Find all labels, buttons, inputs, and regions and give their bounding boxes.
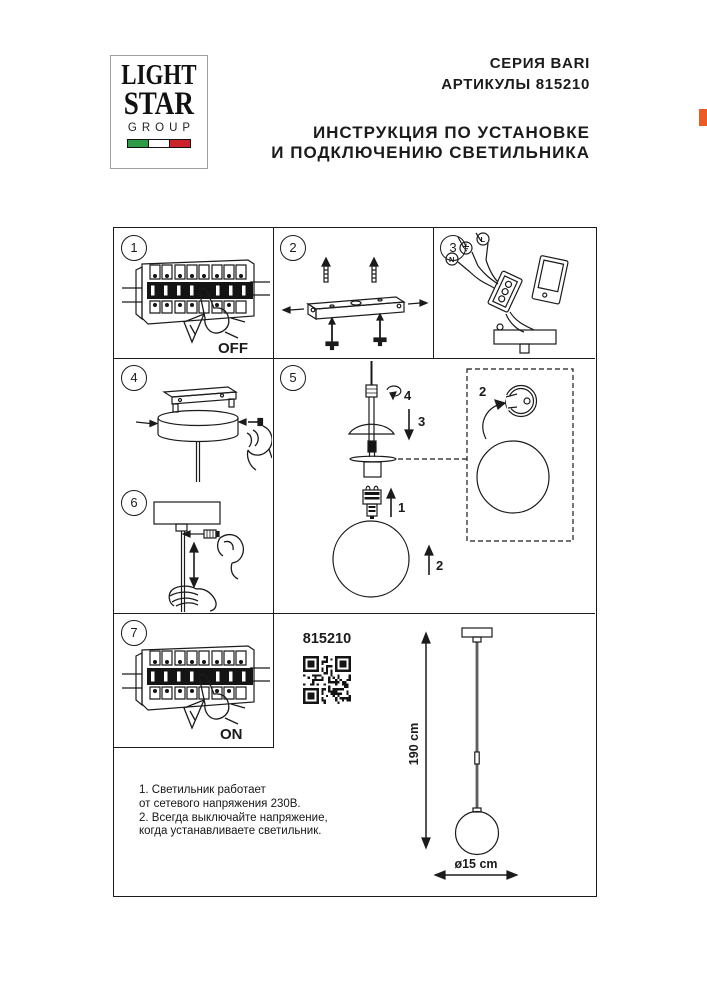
wire-l-label: L: [480, 235, 486, 244]
step5-label-3: 3: [418, 414, 426, 429]
notes-block: [139, 784, 379, 839]
halogen-bulb-icon: [363, 486, 381, 519]
header-series-block: [280, 53, 590, 95]
step-1-number: 1: [121, 235, 147, 261]
logo-star: STAR: [123, 86, 195, 122]
step5-label-1: 1: [398, 500, 406, 515]
flag-white: [149, 139, 170, 148]
step-2-number: 2: [280, 235, 306, 261]
canopy-mount-icon: [136, 387, 272, 482]
bracket-icon: [283, 258, 427, 350]
step-3-number: 3: [440, 235, 466, 261]
note-line-1: 1. Светильник работает: [139, 784, 266, 796]
assembly-icon: [333, 361, 573, 597]
note-line-4: когда устанавливаете светильник.: [139, 825, 322, 838]
step-6-adjust-drawing: [120, 500, 272, 612]
wire-n-label: N: [449, 255, 455, 264]
step-7-number: 7: [121, 620, 147, 646]
step-2-bracket-drawing: [280, 250, 430, 358]
hand-screwing-icon: [247, 426, 272, 470]
dimension-lines: [422, 633, 517, 879]
diameter-dimension-label: ø15 cm: [454, 857, 498, 871]
step-7-breaker-on-drawing: [122, 638, 270, 744]
breaker-panel-icon: [122, 646, 270, 728]
socket-ring-icon: [505, 386, 537, 417]
upper-hand-icon: [218, 535, 244, 579]
lower-hand-icon: [169, 586, 216, 611]
articles-label: АРТИКУЛЫ 815210: [441, 76, 590, 93]
height-adjust-icon: [154, 502, 243, 612]
logo-light: LIGHT: [121, 60, 197, 91]
note-line-3: 2. Всегда выключайте напряжение,: [139, 811, 328, 824]
flag-green: [127, 139, 149, 148]
step5-label-2: 2: [436, 558, 444, 573]
breaker-panel-icon: [122, 260, 270, 342]
page-title: [178, 123, 590, 162]
lamp-dimension-diagram: [400, 622, 597, 894]
height-dimension-label: 190 cm: [407, 722, 421, 766]
step-4-canopy-drawing: [120, 378, 272, 482]
pendant-lamp-icon: [456, 628, 499, 855]
title-line-2: И ПОДКЛЮЧЕНИЮ СВЕТИЛЬНИКА: [271, 142, 590, 162]
step5-label-4: 4: [404, 388, 412, 403]
title-line-1: ИНСТРУКЦИЯ ПО УСТАНОВКЕ: [312, 123, 590, 142]
step-5-assembly-drawing: [274, 359, 598, 614]
power-off-label: OFF: [218, 340, 248, 357]
power-on-label: ON: [220, 726, 243, 743]
step5-detail-label: 2: [479, 384, 487, 399]
series-label: СЕРИЯ BARI: [489, 55, 590, 72]
step-4-number: 4: [121, 365, 147, 391]
wiring-icon: [446, 233, 568, 353]
qr-code-icon: [303, 656, 351, 704]
grid-hline-3: [114, 747, 274, 749]
step-6-number: 6: [121, 490, 147, 516]
edge-color-mark: [699, 109, 707, 126]
step-3-wiring-drawing: [436, 232, 594, 356]
step-1-breaker-off-drawing: [122, 252, 270, 358]
step-5-number: 5: [280, 365, 306, 391]
note-line-2: от сетевого напряжения 230В.: [139, 797, 301, 810]
article-code: 815210: [302, 631, 352, 647]
logo-group: GROUP: [127, 122, 196, 134]
grid-vline-2: [433, 228, 435, 359]
